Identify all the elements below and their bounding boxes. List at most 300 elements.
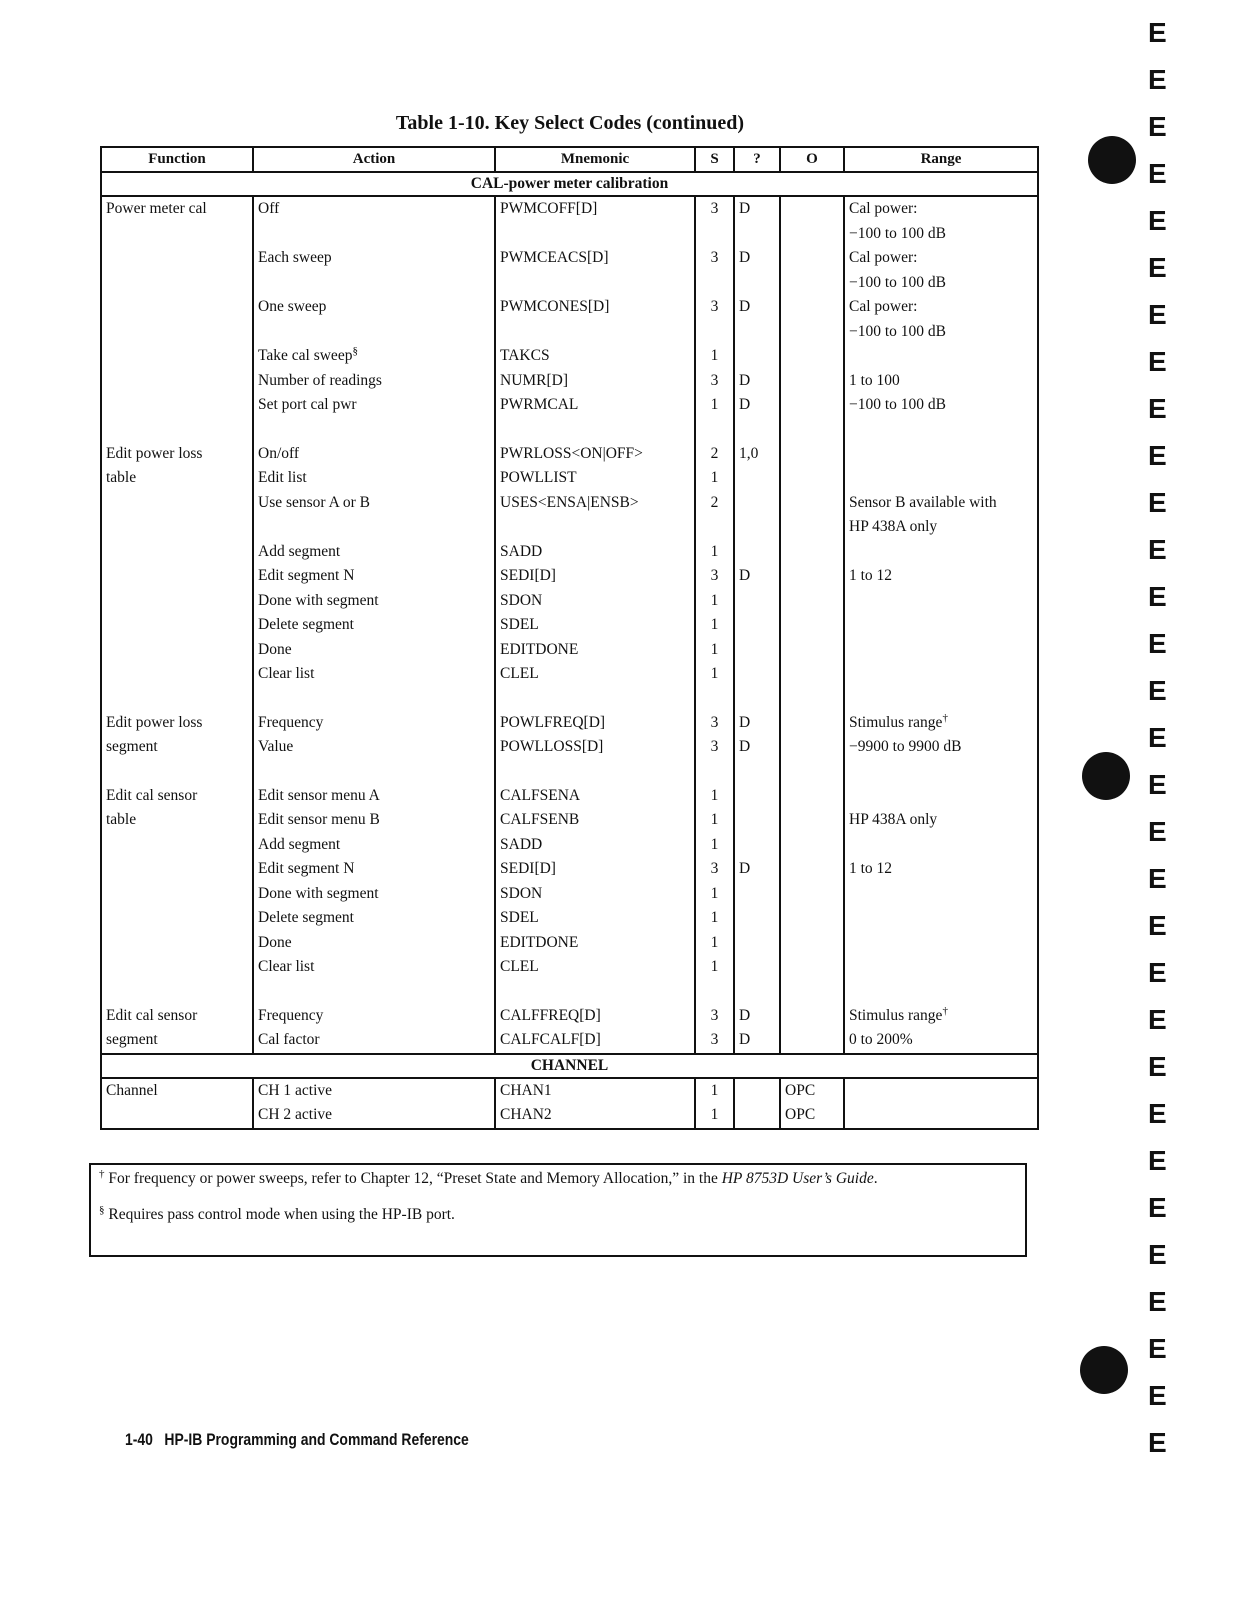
cell-s [695, 711, 734, 736]
spacer-cell [780, 687, 844, 711]
cell-o [780, 931, 844, 956]
cell-mnemonic [495, 320, 695, 345]
cell-s [695, 246, 734, 271]
table-row [101, 271, 1038, 296]
cell-text: 3 [710, 371, 719, 389]
cell-text: 3 [710, 713, 719, 731]
table-body [101, 172, 1038, 1129]
cell-text: D [739, 1006, 751, 1024]
cell-s [695, 369, 734, 394]
table-row [101, 222, 1038, 247]
table-row [101, 564, 1038, 589]
spacer-cell [780, 418, 844, 442]
cell-text: Off [258, 200, 280, 217]
cell-text: EDITDONE [500, 933, 579, 951]
cell-action [253, 955, 495, 980]
cell-text: 3 [710, 1031, 719, 1048]
cell-range [844, 1028, 1038, 1054]
cell-text: −100 to 100 dB [849, 396, 947, 413]
cell-text: segment [106, 1031, 158, 1048]
cell-o [780, 857, 844, 882]
cell-text: Done with segment [258, 591, 379, 609]
cell-query [734, 711, 780, 736]
cell-o [780, 491, 844, 516]
table-row [101, 491, 1038, 516]
cell-text: 1 to 12 [849, 860, 893, 877]
cell-mnemonic [495, 955, 695, 980]
cell-mnemonic [495, 784, 695, 809]
cell-function [101, 931, 253, 956]
cell-function [101, 589, 253, 614]
cell-s [695, 613, 734, 638]
cell-text: Take cal sweep [258, 347, 353, 364]
cell-mnemonic [495, 344, 695, 369]
cell-text: SEDI[D] [500, 860, 556, 877]
cell-text: 1 [710, 786, 719, 804]
cell-s [695, 735, 734, 760]
table-row [101, 540, 1038, 565]
cell-o [780, 784, 844, 809]
cell-mnemonic [495, 882, 695, 907]
cell-s [695, 857, 734, 882]
key-select-codes-table [100, 146, 1039, 1130]
spacer-cell [101, 980, 253, 1004]
table-row [101, 784, 1038, 809]
cell-mnemonic [495, 711, 695, 736]
cell-text: D [739, 200, 751, 217]
cell-o [780, 515, 844, 540]
cell-function [101, 1103, 253, 1129]
spacer-cell [101, 418, 253, 442]
cell-text: 1 [710, 1081, 719, 1099]
cell-range [844, 222, 1038, 247]
table-row [101, 295, 1038, 320]
cell-text: SADD [500, 835, 543, 853]
cell-function [101, 955, 253, 980]
edge-tab-glyph: E [1148, 252, 1167, 283]
cell-range [844, 564, 1038, 589]
cell-mnemonic [495, 491, 695, 516]
cell-query [734, 369, 780, 394]
edge-tab-glyph: E [1148, 440, 1167, 471]
cell-s [695, 784, 734, 809]
cell-action [253, 662, 495, 687]
cell-text: Number of readings [258, 371, 382, 389]
cell-function [101, 784, 253, 809]
cell-text: Add segment [258, 542, 341, 560]
cell-text: 3 [710, 200, 719, 217]
col-header-action: Action [253, 147, 495, 172]
cell-range [844, 711, 1038, 736]
binder-hole [1080, 1346, 1128, 1394]
cell-text: NUMR[D] [500, 371, 569, 389]
cell-query [734, 833, 780, 858]
cell-o [780, 833, 844, 858]
edge-tab-glyph: E [1148, 299, 1167, 330]
cell-o [780, 613, 844, 638]
edge-tab-glyph: E [1148, 1098, 1167, 1129]
cell-s [695, 491, 734, 516]
cell-mnemonic [495, 369, 695, 394]
spacer-cell [695, 418, 734, 442]
cell-action [253, 222, 495, 247]
cell-action [253, 833, 495, 858]
cell-s [695, 1103, 734, 1129]
cell-query [734, 320, 780, 345]
spacer-cell [253, 418, 495, 442]
cell-s [695, 442, 734, 467]
cell-s [695, 662, 734, 687]
cell-o [780, 540, 844, 565]
cell-text: CALFSENA [500, 786, 581, 804]
page-footer [125, 1430, 469, 1450]
edge-tab-glyph: E [1148, 863, 1167, 894]
cell-range [844, 540, 1038, 565]
cell-range [844, 833, 1038, 858]
cell-mnemonic [495, 196, 695, 222]
cell-range [844, 393, 1038, 418]
cell-function [101, 369, 253, 394]
cell-text: One sweep [258, 298, 327, 315]
cell-o [780, 320, 844, 345]
cell-o [780, 1078, 844, 1104]
cell-text: Edit power loss [106, 713, 203, 731]
table-row [101, 931, 1038, 956]
cell-text: SEDI[D] [500, 567, 556, 584]
table-row [101, 906, 1038, 931]
table-row [101, 393, 1038, 418]
cell-query [734, 246, 780, 271]
cell-text: 1 [710, 640, 719, 658]
table-row [101, 662, 1038, 687]
dagger-mark: † [942, 711, 948, 724]
cell-o [780, 196, 844, 222]
cell-action [253, 1028, 495, 1054]
cell-function [101, 196, 253, 222]
cell-query [734, 393, 780, 418]
table-row [101, 369, 1038, 394]
cell-mnemonic [495, 906, 695, 931]
edge-tab-glyph: E [1148, 816, 1167, 847]
dagger-mark: † [942, 1004, 948, 1017]
spacer-cell [844, 760, 1038, 784]
cell-o [780, 662, 844, 687]
cell-text: −100 to 100 dB [849, 224, 947, 242]
cell-action [253, 808, 495, 833]
cell-query [734, 442, 780, 467]
cell-o [780, 271, 844, 296]
cell-text: Power meter cal [106, 200, 207, 217]
cell-action [253, 589, 495, 614]
col-header-range: Range [844, 147, 1038, 172]
cell-text: Clear list [258, 665, 315, 682]
cell-function [101, 393, 253, 418]
cell-query [734, 808, 780, 833]
cell-query [734, 589, 780, 614]
cell-action [253, 196, 495, 222]
cell-text: 1 [710, 665, 719, 682]
cell-text: 2 [710, 444, 719, 462]
spacer-cell [844, 418, 1038, 442]
cell-action [253, 369, 495, 394]
table-row [101, 320, 1038, 345]
cell-o [780, 906, 844, 931]
cell-mnemonic [495, 540, 695, 565]
cell-text: CLEL [500, 958, 539, 975]
cell-text: 1 [710, 884, 719, 902]
cell-s [695, 196, 734, 222]
cell-function [101, 613, 253, 638]
page-number: 1-40 [125, 1430, 153, 1449]
edge-tab-glyph: E [1148, 675, 1167, 706]
cell-text: Channel [106, 1081, 158, 1099]
edge-tab-glyph: E [1148, 1239, 1167, 1270]
cell-text: Sensor B available with [849, 493, 997, 511]
cell-action [253, 515, 495, 540]
cell-o [780, 735, 844, 760]
edge-tab-glyph: E [1148, 628, 1167, 659]
cell-s [695, 882, 734, 907]
cell-query [734, 906, 780, 931]
col-header-query: ? [734, 147, 780, 172]
cell-query [734, 466, 780, 491]
binder-hole [1082, 752, 1130, 800]
cell-text: POWLFREQ[D] [500, 713, 606, 731]
col-header-function: Function [101, 147, 253, 172]
cell-s [695, 515, 734, 540]
cell-text: 3 [710, 298, 719, 315]
edge-tab-glyph: E [1148, 158, 1167, 189]
cell-s [695, 271, 734, 296]
edge-tab-glyph: E [1148, 17, 1167, 48]
cell-s [695, 808, 734, 833]
cell-o [780, 1004, 844, 1029]
cell-text: Stimulus range [849, 1006, 943, 1024]
cell-text: Edit list [258, 469, 307, 486]
cell-function [101, 466, 253, 491]
cell-action [253, 735, 495, 760]
cell-text: 1 [710, 1106, 719, 1123]
cell-mnemonic [495, 613, 695, 638]
footnote-dagger: † For frequency or power sweeps, refer to Chapter 12, “Preset State and Memory Allocation,” in the HP 8753D User’s Guide. [99, 1167, 878, 1187]
cell-text: 1 to 100 [849, 371, 900, 389]
cell-text: 3 [710, 860, 719, 877]
cell-mnemonic [495, 735, 695, 760]
cell-query [734, 271, 780, 296]
cell-text: TAKCS [500, 347, 550, 364]
cell-o [780, 369, 844, 394]
table-row [101, 1103, 1038, 1129]
table-row [101, 515, 1038, 540]
spacer-row [101, 760, 1038, 784]
cell-range [844, 906, 1038, 931]
table-row [101, 442, 1038, 467]
cell-text: CALFSENB [500, 811, 580, 828]
cell-range [844, 613, 1038, 638]
cell-range [844, 1103, 1038, 1129]
cell-text: POWLLIST [500, 469, 577, 486]
cell-text: 3 [710, 738, 719, 755]
cell-s [695, 1028, 734, 1054]
spacer-cell [253, 980, 495, 1004]
spacer-cell [101, 687, 253, 711]
cell-action [253, 1103, 495, 1129]
cell-text: Cal power: [849, 200, 918, 217]
binder-hole [1088, 136, 1136, 184]
cell-mnemonic [495, 295, 695, 320]
cell-s [695, 589, 734, 614]
edge-tab-glyph: E [1148, 1051, 1167, 1082]
cell-function [101, 833, 253, 858]
cell-text: Value [258, 738, 294, 755]
cell-text: PWRMCAL [500, 396, 579, 413]
edge-tab-glyph: E [1148, 581, 1167, 612]
cell-s [695, 931, 734, 956]
cell-function [101, 857, 253, 882]
cell-action [253, 638, 495, 663]
cell-text: 1 [710, 542, 719, 560]
edge-tab-glyph: E [1148, 487, 1167, 518]
cell-o [780, 393, 844, 418]
cell-range [844, 295, 1038, 320]
cell-action [253, 442, 495, 467]
cell-s [695, 222, 734, 247]
cell-text: 3 [710, 567, 719, 584]
cell-text: 1 [710, 811, 719, 828]
cell-function [101, 564, 253, 589]
cell-function [101, 662, 253, 687]
cell-text: On/off [258, 444, 300, 462]
cell-text: D [739, 371, 751, 389]
cell-action [253, 711, 495, 736]
cell-text: D [739, 396, 751, 413]
cell-range [844, 638, 1038, 663]
cell-text: D [739, 1031, 751, 1048]
table-row [101, 955, 1038, 980]
cell-function [101, 442, 253, 467]
cell-text: Done [258, 933, 292, 951]
cell-function [101, 491, 253, 516]
spacer-cell [495, 760, 695, 784]
cell-text: Edit sensor menu A [258, 786, 380, 804]
cell-text: CH 2 active [258, 1106, 333, 1123]
cell-range [844, 196, 1038, 222]
cell-query [734, 784, 780, 809]
cell-o [780, 442, 844, 467]
cell-text: −100 to 100 dB [849, 322, 947, 340]
edge-tab-glyph: E [1148, 910, 1167, 941]
cell-text: PWRLOSS<ON|OFF> [500, 444, 643, 462]
cell-query [734, 295, 780, 320]
table-row [101, 1078, 1038, 1104]
cell-text: CHAN1 [500, 1081, 552, 1099]
cell-function [101, 271, 253, 296]
spacer-cell [780, 980, 844, 1004]
cell-range [844, 344, 1038, 369]
cell-mnemonic [495, 442, 695, 467]
cell-text: PWMCEACS[D] [500, 249, 609, 266]
cell-text: 1 [710, 909, 719, 926]
cell-text: Clear list [258, 958, 315, 975]
table-row [101, 589, 1038, 614]
spacer-cell [495, 980, 695, 1004]
table-row [101, 711, 1038, 736]
edge-tab-glyph: E [1148, 1004, 1167, 1035]
cell-text: D [739, 298, 751, 315]
cell-query [734, 1028, 780, 1054]
edge-tab-glyph: E [1148, 1192, 1167, 1223]
cell-text: 1 to 12 [849, 567, 893, 584]
cell-text: table [106, 469, 137, 486]
cell-query [734, 196, 780, 222]
cell-range [844, 955, 1038, 980]
cell-text: Delete segment [258, 616, 354, 633]
cell-text: CALFCALF[D] [500, 1031, 601, 1048]
cell-mnemonic [495, 222, 695, 247]
table-row [101, 1028, 1038, 1054]
cell-query [734, 491, 780, 516]
cell-query [734, 1078, 780, 1104]
cell-query [734, 344, 780, 369]
cell-function [101, 222, 253, 247]
cell-s [695, 466, 734, 491]
table-row [101, 882, 1038, 907]
cell-o [780, 295, 844, 320]
edge-tab-glyph: E [1148, 957, 1167, 988]
cell-text: Set port cal pwr [258, 396, 357, 413]
cell-text: HP 438A only [849, 811, 938, 828]
cell-range [844, 1078, 1038, 1104]
cell-text: SDEL [500, 909, 539, 926]
cell-s [695, 638, 734, 663]
cell-text: SADD [500, 542, 543, 560]
cell-action [253, 271, 495, 296]
spacer-cell [101, 760, 253, 784]
cell-text: segment [106, 738, 158, 755]
cell-range [844, 589, 1038, 614]
cell-range [844, 857, 1038, 882]
spacer-cell [844, 687, 1038, 711]
cell-mnemonic [495, 466, 695, 491]
cell-range [844, 369, 1038, 394]
cell-mnemonic [495, 808, 695, 833]
cell-text: Use sensor A or B [258, 493, 370, 511]
cell-mnemonic [495, 638, 695, 663]
cell-mnemonic [495, 1028, 695, 1054]
cell-action [253, 466, 495, 491]
cell-function [101, 246, 253, 271]
section-title: CHANNEL [101, 1054, 1038, 1078]
cell-function [101, 882, 253, 907]
cell-text: Delete segment [258, 909, 354, 926]
cell-range [844, 246, 1038, 271]
cell-query [734, 955, 780, 980]
cell-text: Cal power: [849, 249, 918, 266]
spacer-cell [495, 418, 695, 442]
spacer-cell [734, 980, 780, 1004]
cell-text: Done [258, 640, 292, 658]
cell-s [695, 564, 734, 589]
spacer-cell [695, 980, 734, 1004]
cell-mnemonic [495, 931, 695, 956]
table-row [101, 1004, 1038, 1029]
cell-o [780, 1103, 844, 1129]
col-header-o: O [780, 147, 844, 172]
cell-text: CLEL [500, 665, 539, 682]
edge-tab-glyph: E [1148, 346, 1167, 377]
cell-function [101, 808, 253, 833]
spacer-cell [253, 687, 495, 711]
